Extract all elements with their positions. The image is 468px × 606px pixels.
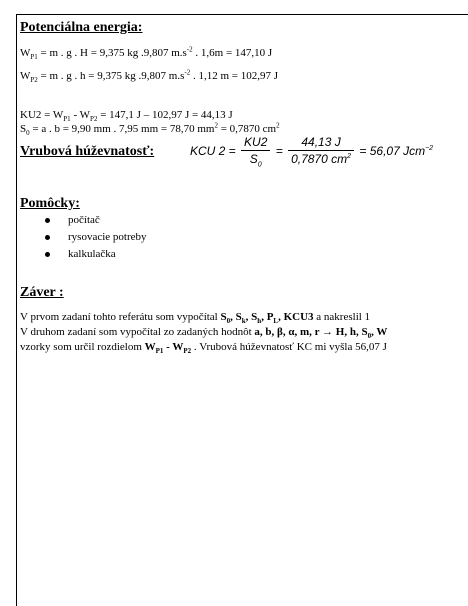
heading-notch-toughness: Vrubová húževnatosť: (20, 144, 155, 159)
frame-left-border (16, 14, 17, 606)
wp1-equation: $W_{P1} = m$ . g . H = 9,375 kg .9,807 $m.s^{-2}$ . 1,6m = 147,10 J (20, 45, 273, 62)
s0-equation: $S_0 = a$ . b = 9,90 mm . 7,95 mm = 78,70 $mm^2 = 0,7870$ $cm^2$ (20, 121, 280, 138)
conclusion-line-1: V prvom zadaní tohto referátu som vypočítal $S_0$, $S_k$, $S_h$, $P_L$, KCU3 a nakreslil 1 (20, 311, 371, 326)
ku2-equation: $KU2 = W_{P1} - W_{P2} = 147,1$ J – 102,97 J = 44,13 J (20, 109, 233, 124)
bullet-icon (45, 235, 50, 240)
bullet-icon (45, 252, 50, 257)
conclusion-line-3: vzorky som určil rozdielom $W_{P1} - W_{P2}$ . Vrubová húževnatosť KC mi vyšla 56,07 J (20, 341, 387, 356)
bullet-icon (45, 218, 50, 223)
wp2-equation: $W_{P2} = m$ . g . h = 9,375 kg .9,807 $m.s^{-2}$ . 1,12 m = 102,97 J (20, 68, 278, 85)
kcu2-formula: KCU 2 = $\frac{KU2}{S_0}$ = $\frac{44,13 J}{0,7870 cm^2}$ = 56,07 Jcm$^{-2}$ (190, 135, 434, 169)
list-item: počítač (20, 212, 147, 229)
list-item: kalkulačka (20, 246, 147, 263)
heading-conclusion: Záver : (20, 285, 64, 300)
heading-tools: Pomôcky: (20, 196, 80, 211)
tools-list (20, 212, 147, 263)
fraction-ku2-over-s0: $\frac{KU2}{S_0}$ (241, 134, 270, 167)
heading-potential-energy: Potenciálna energia: (20, 20, 143, 35)
list-item: rysovacie potreby (20, 229, 147, 246)
fraction-values: $\frac{44,13 J}{0,7870 cm^2}$ (288, 134, 354, 167)
frame-top-border (16, 14, 468, 15)
conclusion-line-2: V druhom zadaní som vypočítal zo zadaných hodnôt a, b, β, α, m, r → H, h, $S_0$, W (20, 326, 388, 341)
